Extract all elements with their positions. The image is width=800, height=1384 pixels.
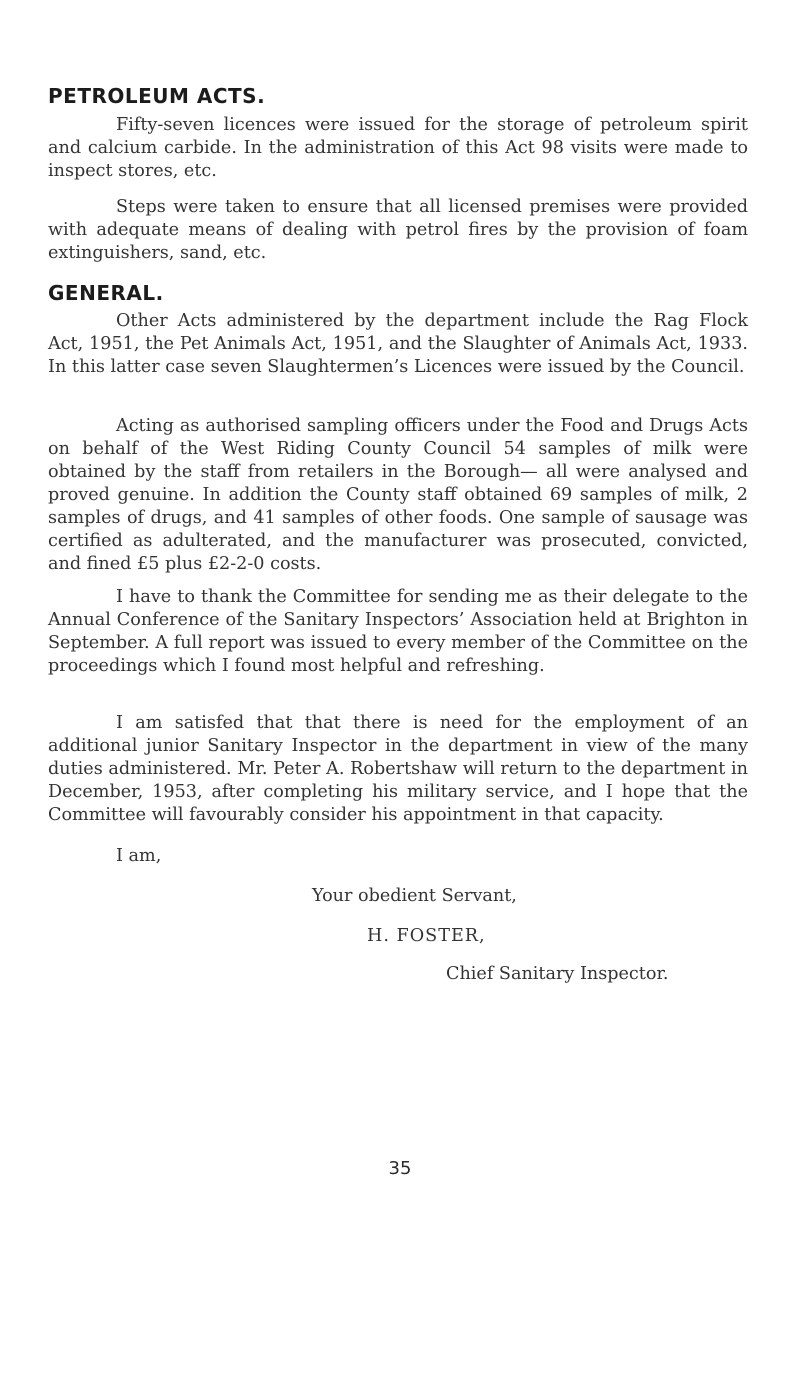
heading-general: GENERAL. xyxy=(48,281,164,305)
paragraph-petroleum-fire-safety: Steps were taken to ensure that all licensed premises were provided with adequate means of dealing with petrol fires by the provision of foam extinguishers, sand, etc. xyxy=(48,197,748,263)
signature-name: H. FOSTER, xyxy=(367,926,486,946)
signature-valediction: Your obedient Servant, xyxy=(312,886,517,906)
paragraph-general-other-acts: Other Acts administered by the department include the Rag Flock Act, 1951, the Pet Animals Act, 1951, and the Slaughter of Animals Act, 1933. In this latter case seven Slaughtermen’s Licences were issued by the Council. xyxy=(48,311,748,377)
paragraph-general-additional-inspector: I am satisfed that that there is need for the employment of an additional junior Sanitary Inspector in the department in view of the many duties administered. Mr. Peter A. Robertshaw will return to the department in December, 1953, after completing his military service, and I hope that the Committee will favourably consider his appointment in that capacity. xyxy=(48,713,748,825)
signature-title: Chief Sanitary Inspector. xyxy=(446,964,669,984)
signature-closing: I am, xyxy=(116,846,162,866)
paragraph-general-conference: I have to thank the Committee for sending me as their delegate to the Annual Conference of the Sanitary Inspectors’ Association held at Brighton in September. A full report was issued to every member of the Committee on the proceedings which I found most helpful and refreshing. xyxy=(48,587,748,676)
paragraph-petroleum-licences: Fifty-seven licences were issued for the storage of petroleum spirit and calcium carbide. In the administration of this Act 98 visits were made to inspect stores, etc. xyxy=(48,115,748,181)
paragraph-general-sampling: Acting as authorised sampling officers under the Food and Drugs Acts on behalf of the West Riding County Council 54 samples of milk were obtained by the staff from retailers in the Borough— all were analysed and proved genuine. In addition the County staff obtained 69 samples of milk, 2 samples of drugs, and 41 samples of other foods. One sample of sausage was certified as adulterated, and the manufacturer was prosecuted, convicted, and fined £5 plus £2-2-0 costs. xyxy=(48,416,748,574)
page-number: 35 xyxy=(388,1158,412,1179)
heading-petroleum-acts: PETROLEUM ACTS. xyxy=(48,84,266,108)
